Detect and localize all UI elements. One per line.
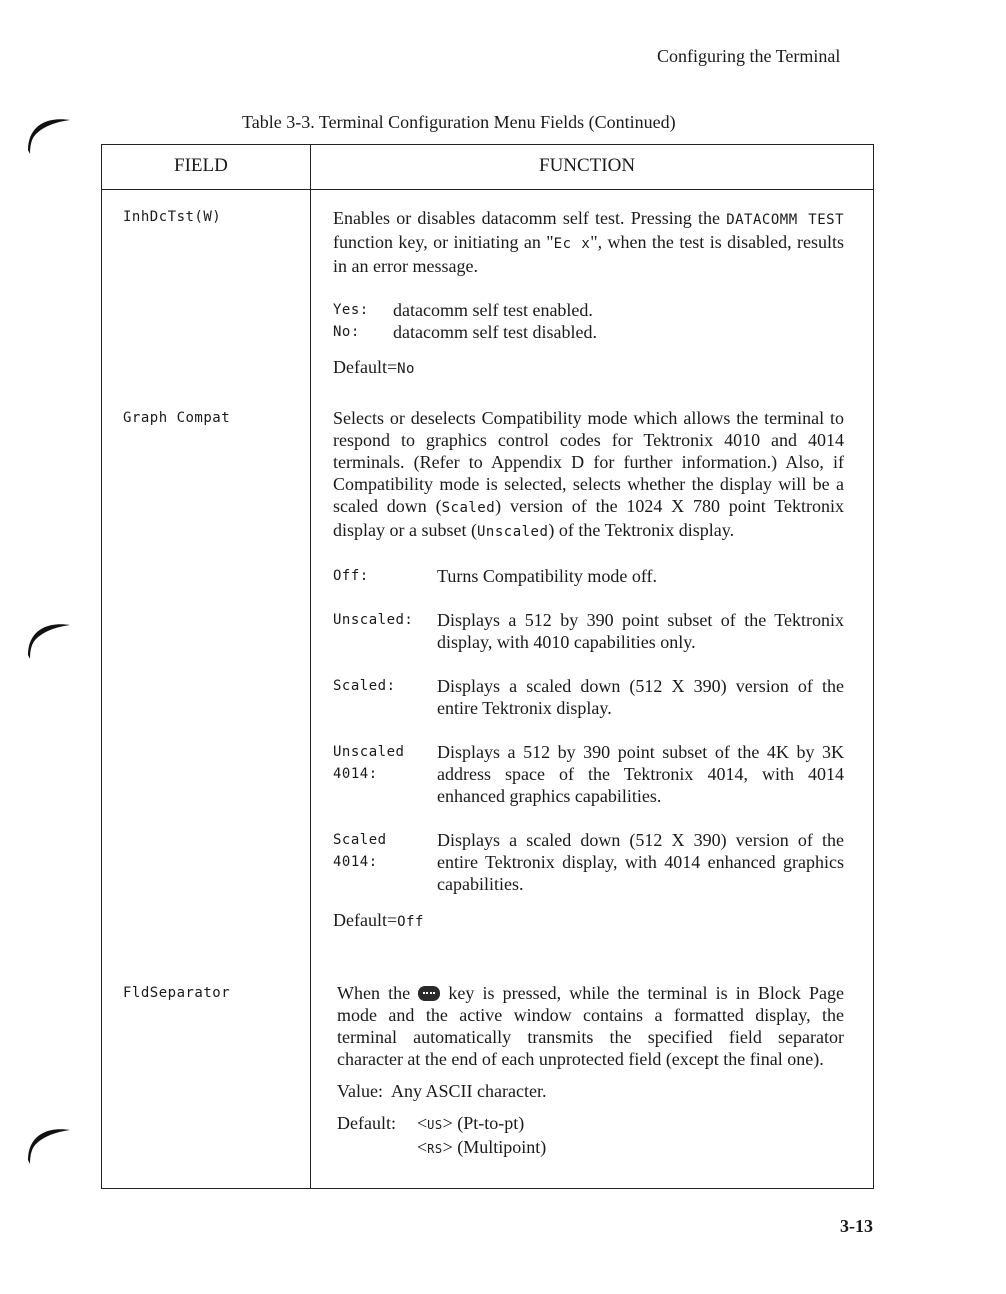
binder-hole-icon: [22, 1120, 76, 1168]
default-value: Default=No: [333, 357, 415, 377]
column-divider: [310, 145, 311, 1188]
function-graph-compat: [333, 407, 844, 933]
binder-hole-icon: [22, 615, 76, 663]
page-number: 3-13: [840, 1216, 873, 1236]
field-name-fldseparator: FldSeparator: [123, 985, 231, 1001]
binder-hole-icon: [22, 110, 76, 158]
enter-key-icon: [418, 986, 440, 1001]
description: Enables or disables datacomm self test. Pressing the DATACOMM TEST function key, or initiating an "Ec x", when the test is disabled, results in an error message.: [333, 208, 845, 276]
running-head: Configuring the Terminal: [657, 46, 841, 66]
option-unscaled-4014: Unscaled 4014: Displays a 512 by 390 point subset of the 4K by 3K address space of the Tektronix 4014, with 4014 enhanced graphics capabilities.: [333, 742, 844, 806]
default-list: [337, 1112, 844, 1160]
option-no: No: datacomm self test disabled.: [333, 322, 597, 342]
function-fldseparator: [337, 982, 844, 1160]
config-fields-table: [101, 144, 874, 1189]
default-multipoint: <RS> (Multipoint): [417, 1137, 547, 1157]
option-scaled: Scaled: Displays a scaled down (512 X 390) version of the entire Tektronix display.: [333, 676, 844, 718]
function-inhdctst: [333, 207, 844, 380]
description: Selects or deselects Compatibility mode which allows the terminal to respond to graphics control codes for Tektronix 4010 and 4014 terminals. (Refer to Appendix D for further information.) Also, if Compatibility mode is selected, selects whether the display will be a scaled down (Scaled) version of the 1024 X 780 point Tektronix display or a subset (Unscaled) of the Tektronix display.: [333, 408, 845, 540]
header-divider: [102, 189, 873, 190]
default-pt-to-pt: <US> (Pt-to-pt): [417, 1113, 525, 1133]
description: When the key is pressed, while the terminal is in Block Page mode and the active window contains a formatted display, the terminal automatically transmits the specified field separator character at the end of each unprotected field (except the final one).: [337, 983, 845, 1069]
option-unscaled: Unscaled: Displays a 512 by 390 point subset of the Tektronix display, with 4010 capabilities only.: [333, 610, 844, 652]
header-field: FIELD: [174, 155, 228, 176]
field-name-graph-compat: Graph Compat: [123, 410, 231, 426]
default-value: Default=Off: [333, 910, 424, 930]
option-off: Off: Turns Compatibility mode off.: [333, 566, 658, 586]
field-name-inhdctst: InhDcTst(W): [123, 209, 222, 225]
table-caption: Table 3-3. Terminal Configuration Menu Fields (Continued): [242, 112, 676, 132]
value-line: Value: Any ASCII character.: [337, 1081, 547, 1101]
option-scaled-4014: Scaled 4014: Displays a scaled down (512 X 390) version of the entire Tektronix display, with 4014 enhanced graphics capabilities.: [333, 830, 844, 894]
header-function: FUNCTION: [539, 155, 636, 176]
option-yes: Yes: datacomm self test enabled.: [333, 300, 593, 320]
default-label: Default:: [337, 1113, 396, 1133]
